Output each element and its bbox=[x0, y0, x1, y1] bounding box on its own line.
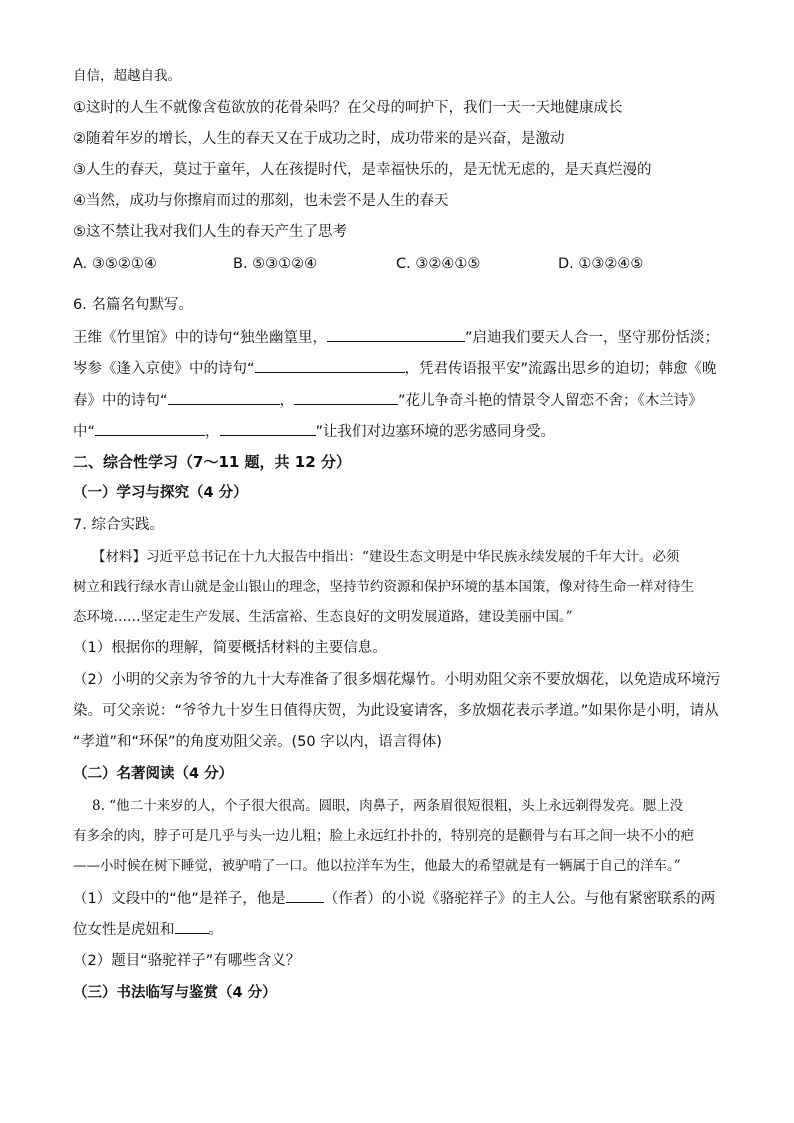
material-line-2: 树立和践行绿水青山就是金山银山的理念，坚持节约资源和保护环境的基本国策，像对待生命一样对待生 bbox=[73, 579, 694, 595]
q6-line-3 bbox=[73, 390, 703, 411]
q6-l4b: ， bbox=[205, 424, 220, 440]
q6-l3a: 春》中的诗句“ bbox=[73, 393, 168, 409]
sentence-3: ③人生的春天，莫过于童年，人在孩提时代，是幸福快乐的，是无忧无虑的，是天真烂漫的 bbox=[73, 162, 652, 178]
answer-blank[interactable] bbox=[95, 421, 205, 436]
option-d: D. ①③②④⑤ bbox=[558, 256, 644, 272]
answer-blank[interactable] bbox=[168, 390, 280, 405]
q8-1-line-2 bbox=[73, 919, 223, 940]
q8-1d: 。 bbox=[208, 922, 223, 938]
q7-2-line-1: （2）小明的父亲为爷爷的九十大寿准备了很多烟花爆竹。小明劝阻父亲不要放烟花，以免造成环境污 bbox=[73, 672, 721, 688]
answer-blank[interactable] bbox=[286, 888, 324, 903]
option-b: B. ⑤③①②④ bbox=[233, 256, 318, 272]
q6-l3b: ， bbox=[279, 393, 295, 409]
q6-l2b: ，凭君传语报平安”流露出思乡的迫切；韩愈《晚 bbox=[404, 361, 717, 377]
q8-1-line-1 bbox=[73, 888, 715, 909]
answer-blank[interactable] bbox=[327, 327, 465, 342]
q8-1c: 位女性是虎妞和 bbox=[73, 922, 175, 938]
q8-1a: （1）文段中的“他”是祥子，他是 bbox=[73, 891, 286, 907]
q8-text-line-2: 有多余的肉，脖子可是几乎与头一边儿粗；脸上永远红扑扑的，特别亮的是颧骨与右耳之间一块不小的疤 bbox=[73, 828, 694, 844]
q6-title: 6. 名篇名句默写。 bbox=[73, 297, 193, 313]
q6-l4a: 中“ bbox=[73, 424, 96, 440]
answer-blank[interactable] bbox=[175, 919, 209, 934]
subsection-2-title: （二）名著阅读（4 分） bbox=[73, 766, 234, 782]
subsection-1-title: （一）学习与探究（4 分） bbox=[73, 485, 248, 501]
answer-blank[interactable] bbox=[220, 421, 316, 436]
material-line-3: 态环境……坚定走生产发展、生活富裕、生态良好的文明发展道路，建设美丽中国。” bbox=[73, 609, 573, 625]
option-a: A. ③⑤②①④ bbox=[73, 256, 157, 272]
q6-l3c: ”花儿争奇斗艳的情景令人留恋不舍；《木兰诗》 bbox=[398, 393, 703, 409]
sentence-4: ④当然，成功与你擦肩而过的那刻，也未尝不是人生的春天 bbox=[73, 193, 449, 209]
q8-text-line-3: ——小时候在树下睡觉，被驴啃了一口。他以拉洋车为生，他最大的希望就是有一辆属于自己的洋车。” bbox=[73, 858, 681, 874]
answer-blank[interactable] bbox=[255, 358, 405, 373]
q6-l2a: 岑参《逢入京使》中的诗句“ bbox=[73, 361, 255, 377]
q6-line-2 bbox=[73, 358, 717, 379]
subsection-3-title: （三）书法临写与鉴赏（4 分） bbox=[73, 985, 277, 1001]
q6-l1b: ”启迪我们要天人合一，坚守那份恬淡； bbox=[465, 330, 720, 346]
option-c: C. ③②④①⑤ bbox=[396, 256, 481, 272]
q7-2-line-3: “孝道”和“环保”的角度劝阻父亲。(50 字以内，语言得体) bbox=[73, 734, 442, 750]
section-2-title: 二、综合性学习（7～11 题，共 12 分） bbox=[73, 453, 351, 471]
q7-title: 7. 综合实践。 bbox=[73, 517, 164, 533]
q7-1: （1）根据你的理解，简要概括材料的主要信息。 bbox=[73, 640, 387, 656]
q6-l1a: 王维《竹里馆》中的诗句“独坐幽篁里， bbox=[73, 330, 328, 346]
sentence-5: ⑤这不禁让我对我们人生的春天产生了思考 bbox=[73, 224, 347, 240]
sentence-2: ②随着年岁的增长，人生的春天又在于成功之时，成功带来的是兴奋，是激动 bbox=[73, 131, 565, 147]
q7-2-line-2: 染。可父亲说：“爷爷九十岁生日值得庆贺，为此设宴请客，多放烟花表示孝道。”如果你是小明，请从 bbox=[73, 703, 719, 719]
material-line-1: 【材料】习近平总书记在十九大报告中指出：“建设生态文明是中华民族永续发展的千年大计。必须 bbox=[92, 549, 680, 565]
continued-text: 自信，超越自我。 bbox=[73, 68, 181, 84]
q6-line-4 bbox=[73, 421, 555, 442]
q8-2: （2）题目“骆驼祥子”有哪些含义？ bbox=[73, 953, 301, 969]
answer-blank[interactable] bbox=[294, 390, 398, 405]
q6-line-1 bbox=[73, 327, 719, 348]
q8-1b: （作者）的小说《骆驼祥子》的主人公。与他有紧密联系的两 bbox=[323, 891, 716, 907]
q6-l4c: ”让我们对边塞环境的恶劣感同身受。 bbox=[315, 424, 556, 440]
sentence-1: ①这时的人生不就像含苞欲放的花骨朵吗？在父母的呵护下，我们一天一天地健康成长 bbox=[73, 100, 623, 116]
q8-text-line-1: 8. “他二十来岁的人，个子很大很高。圆眼，肉鼻子，两条眉很短很粗，头上永远剃得发亮。腮上没 bbox=[92, 798, 684, 814]
